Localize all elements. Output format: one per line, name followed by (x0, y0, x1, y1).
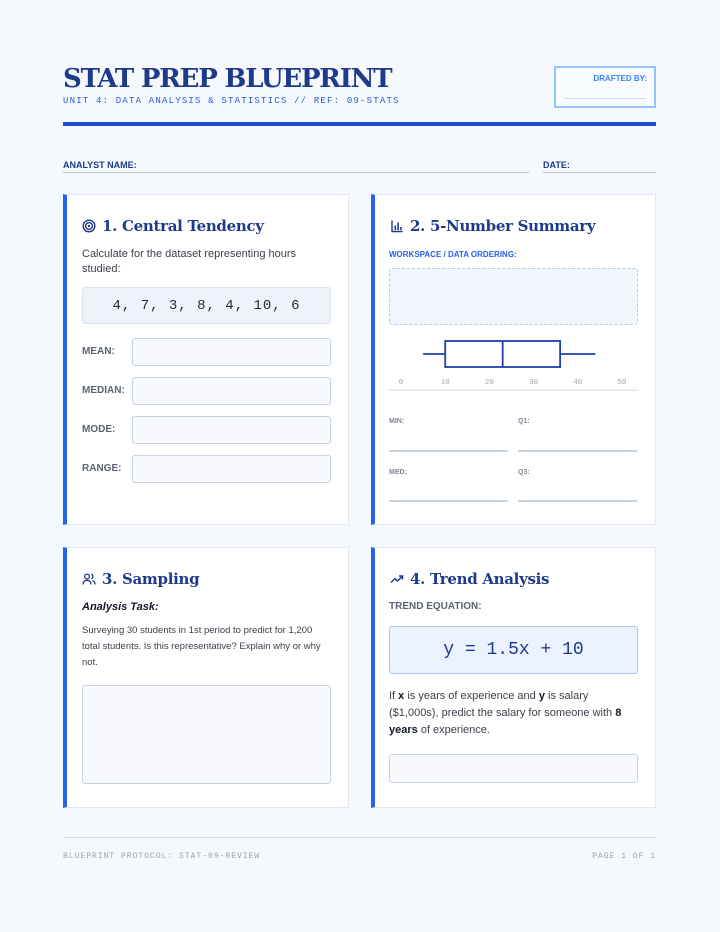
card-five-number-summary (371, 194, 656, 525)
problem-text: of experience. (417, 724, 490, 736)
dataset-values: 4, 7, 3, 8, 4, 10, 6 (82, 287, 331, 324)
task-label: Analysis Task: (82, 601, 159, 613)
range-input[interactable] (132, 455, 331, 483)
tick-label: 40 (573, 379, 583, 387)
header-rule (63, 122, 656, 126)
workspace-label: WORKSPACE / DATA ORDERING: (389, 250, 517, 259)
median-answer-line[interactable] (389, 500, 508, 502)
page-subtitle: UNIT 4: DATA ANALYSIS & STATISTICS // REF: 09-STATS (63, 96, 400, 106)
page-title: STAT PREP BLUEPRINT (63, 64, 392, 94)
card-sampling (63, 547, 349, 808)
median-row (82, 377, 331, 405)
bar-chart-icon (390, 219, 404, 233)
card-header (390, 215, 595, 237)
median-label: MEDIAN: (82, 385, 125, 396)
mode-label: MODE: (82, 424, 116, 435)
problem-x: x (398, 690, 405, 702)
tick-label: 0 (398, 379, 404, 387)
card-header (390, 568, 549, 590)
target-icon (82, 219, 96, 233)
problem-text: is salary ($1,000s), predict the salary for someone with (389, 690, 616, 719)
analyst-name-label: ANALYST NAME: (63, 160, 137, 170)
equation-label: TREND EQUATION: (389, 601, 482, 612)
mean-input[interactable] (132, 338, 331, 366)
card-trend-analysis (371, 547, 656, 808)
mode-row (82, 416, 331, 444)
analyst-name-field[interactable] (63, 155, 529, 173)
median-summary-label: MED: (389, 469, 407, 476)
tick-label: 10 (440, 379, 450, 387)
median-input[interactable] (132, 377, 331, 405)
card-header (82, 568, 199, 590)
q1-label: Q1: (518, 418, 530, 425)
q1-answer-line[interactable] (518, 450, 637, 452)
drafted-by-label: DRAFTED BY: (593, 74, 647, 83)
card-header (82, 215, 264, 237)
mode-input[interactable] (132, 416, 331, 444)
users-icon (82, 572, 96, 586)
drafted-by-line (564, 98, 646, 99)
trend-problem (389, 688, 639, 739)
footer-protocol: BLUEPRINT PROTOCOL: STAT-09-REVIEW (63, 852, 261, 861)
mean-label: MEAN: (82, 346, 115, 357)
card-title: 4. Trend Analysis (410, 570, 550, 588)
card-title: 3. Sampling (102, 570, 200, 588)
q3-label: Q3: (518, 469, 530, 476)
range-label: RANGE: (82, 463, 122, 474)
range-row (82, 455, 331, 483)
footer-rule (63, 837, 656, 838)
date-label: DATE: (543, 160, 570, 170)
workspace-area[interactable] (389, 268, 638, 325)
footer-page-number: PAGE 1 OF 1 (592, 852, 656, 861)
min-label: MIN: (389, 418, 405, 425)
trend-answer-box[interactable] (389, 754, 638, 783)
problem-years: 8 years (389, 707, 622, 736)
trend-equation: y = 1.5x + 10 (389, 626, 638, 674)
mean-row (82, 338, 331, 366)
card-title: 2. 5-Number Summary (410, 217, 596, 235)
problem-text: is years of experience and (404, 690, 539, 702)
problem-y: y (538, 690, 545, 702)
min-answer-line[interactable] (389, 450, 508, 452)
trending-up-icon (390, 572, 404, 586)
tick-label: 20 (484, 379, 494, 387)
sampling-question: Surveying 30 students in 1st period to predict for 1,200 total students. Is this representative? Explain why or why not. (82, 625, 321, 668)
drafted-by-box[interactable] (554, 66, 656, 108)
box-plot (389, 335, 638, 399)
problem-text: If (389, 690, 399, 702)
sampling-answer-box[interactable] (82, 685, 331, 784)
card-central-tendency (63, 194, 349, 525)
tick-label: 30 (529, 379, 539, 387)
page-header (63, 64, 656, 126)
card-description: Calculate for the dataset representing hours studied: (82, 248, 297, 275)
q3-answer-line[interactable] (518, 500, 637, 502)
card-title: 1. Central Tendency (102, 217, 264, 235)
date-field[interactable] (543, 155, 656, 173)
tick-label: 50 (617, 379, 627, 387)
